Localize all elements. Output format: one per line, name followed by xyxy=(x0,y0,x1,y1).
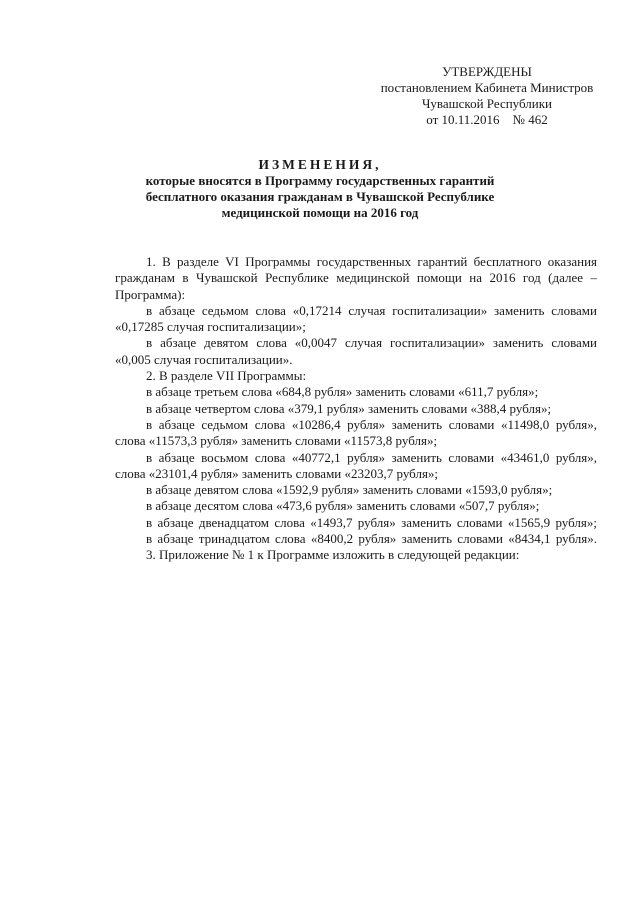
document-body xyxy=(115,254,597,564)
paragraph-2: в абзаце седьмом слова «0,17214 случая госпитализации» заменить словами «0,17285 случая госпитализации»; xyxy=(115,302,597,335)
paragraph-10: в абзаце десятом слова «473,6 рубля» заменить словами «507,7 рубля»; xyxy=(146,498,540,514)
title-line-3: медицинской помощи на 2016 год xyxy=(221,205,419,220)
paragraph-4: 2. В разделе VII Программы: xyxy=(146,368,307,384)
approval-republic: Чувашской Республики xyxy=(421,96,553,111)
paragraph-12: в абзаце тринадцатом слова «8400,2 рубля» заменить словами «8434,1 рубля». xyxy=(146,531,597,547)
paragraph-7: в абзаце седьмом слова «10286,4 рубля» заменить словами «11498,0 рубля», слова «11573,3 рубля» заменить словами «11573,8 рубля»; xyxy=(115,416,597,449)
approval-issuer: постановлением Кабинета Министров xyxy=(380,80,594,95)
paragraph-1: 1. В разделе VI Программы государственных гарантий бесплатного оказания гражданам в Чувашской Республике медицинской помощи на 2016 год (далее – Программа): xyxy=(115,254,597,302)
paragraph-9: в абзаце девятом слова «1592,9 рубля» заменить словами «1593,0 рубля»; xyxy=(146,482,553,498)
paragraph-13: 3. Приложение № 1 к Программе изложить в следующей редакции: xyxy=(146,547,520,563)
approval-title: УТВЕРЖДЕНЫ xyxy=(442,64,532,79)
approval-stamp xyxy=(362,64,612,128)
paragraph-11: в абзаце двенадцатом слова «1493,7 рубля» заменить словами «1565,9 рубля»; xyxy=(146,514,597,530)
title-line-2: бесплатного оказания гражданам в Чувашской Республике xyxy=(145,189,495,204)
paragraph-8: в абзаце восьмом слова «40772,1 рубля» заменить словами «43461,0 рубля», слова «23101,4 рубля» заменить словами «23203,7 рубля»; xyxy=(115,449,597,481)
document-title xyxy=(100,157,540,221)
paragraph-5: в абзаце третьем слова «684,8 рубля» заменить словами «611,7 рубля»; xyxy=(146,384,539,400)
paragraph-6: в абзаце четвертом слова «379,1 рубля» заменить словами «388,4 рубля»; xyxy=(146,400,552,416)
title-heading: ИЗМЕНЕНИЯ, xyxy=(258,157,382,172)
paragraph-3: в абзаце девятом слова «0,0047 случая госпитализации» заменить словами «0,005 случая госпитализации». xyxy=(115,335,597,367)
title-line-1: которые вносятся в Программу государственных гарантий xyxy=(145,173,495,188)
approval-date-number: от 10.11.2016 № 462 xyxy=(426,112,548,127)
